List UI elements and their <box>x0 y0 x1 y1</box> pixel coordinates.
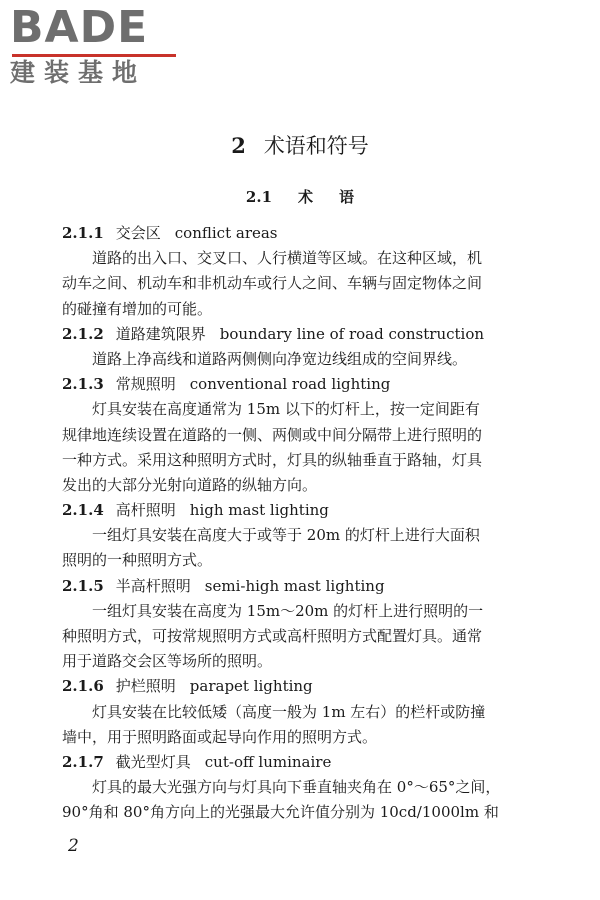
section-title-text-b: 语 <box>339 188 355 206</box>
term-definition-line: 90°角和 80°角方向上的光强最大允许值分别为 10cd/1000lm 和 <box>62 803 499 822</box>
term-heading <box>62 498 540 523</box>
term-definition-line: 规律地连续设置在道路的一侧、两侧或中间分隔带上进行照明的 <box>62 425 483 444</box>
term-definition-line: 一组灯具安装在高度大于或等于 20m 的灯杆上进行大面积 <box>92 526 480 545</box>
term-english: cut-off luminaire <box>204 752 332 771</box>
term-heading <box>62 574 540 599</box>
term-number: 2.1.3 <box>62 375 104 394</box>
term-chinese: 高杆照明 <box>115 501 176 520</box>
term-chinese: 护栏照明 <box>115 677 176 696</box>
chapter-title-text: 术语和符号 <box>263 134 369 158</box>
term-definition-line: 用于道路交会区等场所的照明。 <box>62 652 273 671</box>
section-title-text-a: 术 <box>298 188 314 206</box>
chapter-title <box>0 128 600 164</box>
term-definition-line: 发出的大部分光射向道路的纵轴方向。 <box>62 475 318 494</box>
term-definition-line: 的碰撞有增加的可能。 <box>62 299 213 318</box>
term-heading <box>62 750 540 775</box>
logo-accent-bar <box>12 54 176 57</box>
chapter-number: 2 <box>231 133 246 158</box>
term-definition-line: 道路上净高线和道路两侧侧向净宽边线组成的空间界线。 <box>92 349 468 368</box>
term-number: 2.1.4 <box>62 501 104 520</box>
term-number: 2.1.6 <box>62 677 104 696</box>
term-chinese: 半高杆照明 <box>115 576 191 595</box>
term-definition-line: 灯具安装在高度通常为 15m 以下的灯杆上，按一定间距有 <box>92 400 480 419</box>
section-title <box>0 183 600 211</box>
section-number: 2.1 <box>245 188 273 206</box>
term-heading <box>62 674 540 699</box>
term-chinese: 交会区 <box>115 224 161 242</box>
term-number: 2.1.1 <box>62 224 104 242</box>
term-definition-line: 灯具安装在比较低矮（高度一般为 1m 左右）的栏杆或防撞 <box>92 702 486 721</box>
term-english: boundary line of road construction <box>219 324 485 343</box>
term-heading <box>62 322 540 347</box>
term-english: high mast lighting <box>189 501 329 520</box>
term-chinese: 常规照明 <box>115 375 176 394</box>
term-heading <box>62 372 540 397</box>
term-english: parapet lighting <box>189 677 313 696</box>
term-english: conflict areas <box>174 224 278 242</box>
term-definition-line: 灯具的最大光强方向与灯具向下垂直轴夹角在 0°～65°之间， <box>92 778 501 797</box>
term-heading <box>62 221 540 246</box>
terms-list <box>62 221 540 826</box>
term-definition-line: 动车之间、机动车和非机动车或行人之间、车辆与固定物体之间 <box>62 274 483 293</box>
term-definition-line: 一种方式。采用这种照明方式时，灯具的纵轴垂直于路轴，灯具 <box>62 450 483 469</box>
term-number: 2.1.7 <box>62 752 104 771</box>
logo-wordmark: BADE <box>10 2 149 53</box>
term-definition-line: 道路的出入口、交叉口、人行横道等区域。在这种区域，机 <box>92 249 483 268</box>
logo-subtitle: 建装基地 <box>10 58 147 87</box>
term-english: semi-high mast lighting <box>204 576 385 595</box>
term-definition-line: 一组灯具安装在高度为 15m～20m 的灯杆上进行照明的一 <box>92 601 484 620</box>
term-english: conventional road lighting <box>189 375 391 394</box>
term-definition-line: 照明的一种照明方式。 <box>62 551 213 570</box>
term-definition-line: 墙中，用于照明路面或起导向作用的照明方式。 <box>62 727 378 746</box>
page-number: 2 <box>68 836 79 856</box>
term-number: 2.1.5 <box>62 576 104 595</box>
term-number: 2.1.2 <box>62 324 104 343</box>
term-chinese: 道路建筑限界 <box>115 324 206 343</box>
term-definition-line: 种照明方式，可按常规照明方式或高杆照明方式配置灯具。通常 <box>62 627 483 645</box>
term-chinese: 截光型灯具 <box>115 752 191 771</box>
bade-logo <box>10 4 180 88</box>
